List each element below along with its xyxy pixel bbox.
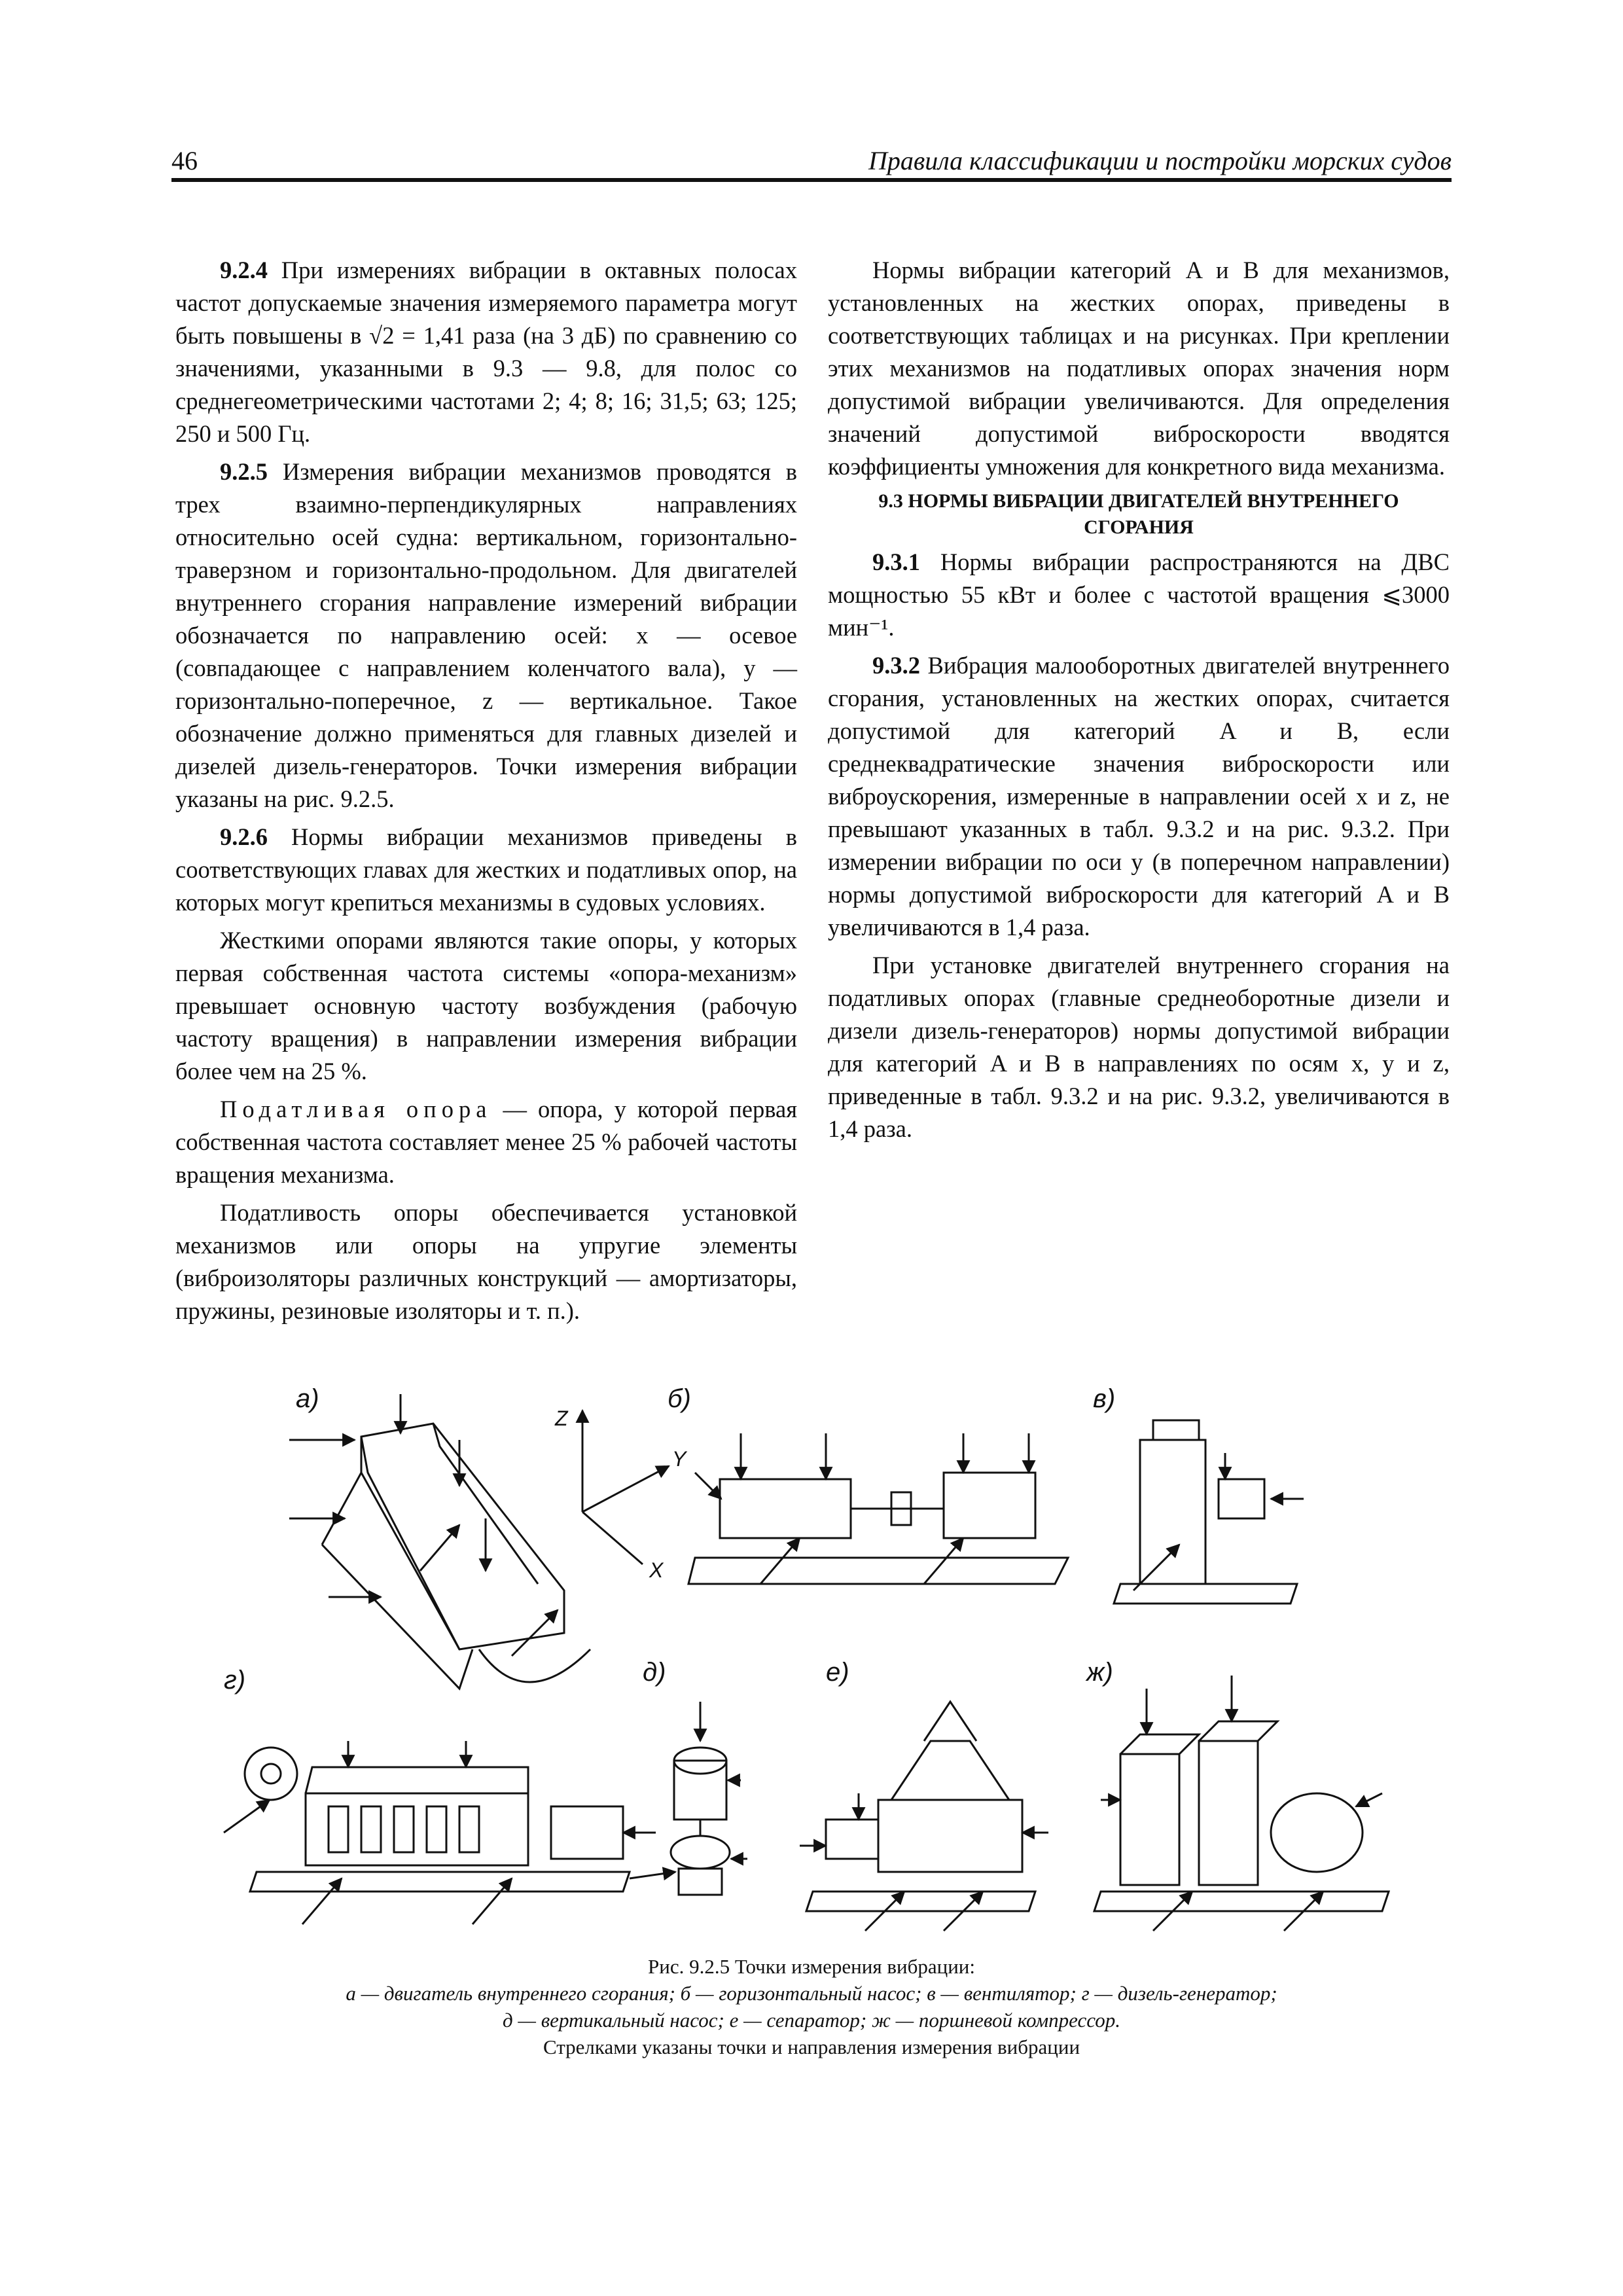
paragraph-9-2-6: 9.2.6 Нормы вибрации механизмов приведены в соответствующих главах для жестких и податливых опор, на которых могут крепиться механизмы в судовых условиях.	[175, 823, 797, 916]
page-number: 46	[171, 146, 198, 175]
paragraph-9-2-4: 9.2.4 При измерениях вибрации в октавных полосах частот допускаемые значения измеряемого параметра могут быть повышены в √2 = 1,41 раза (на 3 дБ) по сравнению со значениями, указанными в 9.3 — 9.8, для полос со среднегеометрическими частотами 2; 4; 8; 16; 31,5; 63; 125; 250 и 500 Гц.	[175, 257, 797, 447]
paragraph-9-3-1: 9.3.1 Нормы вибрации распространяются на ДВС мощностью 55 кВт и более с частотой вращения ⩽3000 мин⁻¹.	[828, 548, 1450, 641]
label-g: г)	[224, 1666, 246, 1695]
label-v: в)	[1093, 1384, 1116, 1413]
label-b: б)	[668, 1384, 691, 1413]
paragraph-9-3-2: 9.3.2 Вибрация малооборотных двигателей внутреннего сгорания, установленных на жестких опорах, считается допустимой для категорий A и B, если среднеквадратические значения виброскорости или виброускорения, измеренные в направлении осей x и z, не превышают указанных в табл. 9.3.2 и на рис. 9.3.2. При измерении вибрации по оси y (в поперечном направлении) нормы допустимой виброскорости для категорий A и B увеличиваются в 1,4 раза.	[828, 652, 1450, 941]
right-column	[828, 254, 1450, 1151]
running-title: Правила классификации и постройки морских судов	[868, 146, 1452, 175]
horizontal-pump-icon	[688, 1433, 1068, 1584]
axes-icon	[554, 1407, 688, 1582]
label-d: д)	[643, 1658, 666, 1687]
header-rule	[171, 178, 1452, 182]
paragraph-compliant-support: Податливая опора — опора, у которой первая собственная частота составляет менее 25 % рабочей частоты вращения механизма.	[175, 1096, 797, 1188]
caption-line-2: д — вертикальный насос; е — сепаратор; ж — поршневой компрессор.	[502, 2009, 1121, 2032]
diesel-generator-icon	[224, 1741, 656, 1924]
figure-measurement-points	[171, 1374, 1452, 1937]
caption-line-1: а — двигатель внутреннего сгорания; б — горизонтальный насос; в — вентилятор; г — дизель-генератор;	[346, 1982, 1277, 2005]
figure-caption	[171, 1953, 1452, 2060]
paragraph-norms-intro: Нормы вибрации категорий A и B для механизмов, установленных на жестких опорах, приведены в соответствующих таблицах и на рисунках. При креплении этих механизмов на податливых опорах значения норм допустимой вибрации увеличиваются. Для определения значений допустимой виброскорости вводятся коэффициенты умножения для конкретного вида механизма.	[828, 257, 1450, 480]
axis-x-label: X	[649, 1558, 664, 1582]
fan-icon	[1114, 1420, 1304, 1604]
piston-compressor-icon	[1094, 1676, 1389, 1931]
vertical-pump-icon	[630, 1702, 747, 1895]
section-title: 9.3 НОРМЫ ВИБРАЦИИ ДВИГАТЕЛЕЙ ВНУТРЕННЕГО СГОРАНИЯ	[878, 490, 1399, 538]
label-zh: ж)	[1086, 1658, 1113, 1687]
caption-line-3: Стрелками указаны точки и направления измерения вибрации	[543, 2036, 1080, 2058]
paragraph-rigid-supports: Жесткими опорами являются такие опоры, у которых первая собственная частота системы «опора-механизм» превышает основную частоту возбуждения (рабочую частоту вращения) в направлении измерения вибрации более чем на 25 %.	[175, 927, 797, 1085]
paragraph-compliant-engines: При установке двигателей внутреннего сгорания на податливых опорах (главные среднеоборотные дизели и дизели дизель-генераторов) нормы допустимой вибрации для категорий A и B в направлениях по осям x, y и z, приведенные в табл. 9.3.2 и на рис. 9.3.2, увеличиваются в 1,4 раза.	[828, 952, 1450, 1142]
engine-drawing-icon	[289, 1394, 590, 1689]
label-a: а)	[296, 1384, 319, 1413]
caption-title: Рис. 9.2.5 Точки измерения вибрации:	[648, 1955, 975, 1978]
paragraph-9-2-5: 9.2.5 Измерения вибрации механизмов проводятся в трех взаимно-перпендикулярных направлениях относительно осей судна: вертикальном, горизонтально-траверзном и горизонтально-продольном. Для двигателей внутреннего сгорания направление измерений вибрации обозначается по направлению осей: x — осевое (совпадающее с направлением коленчатого вала), y — горизонтально-поперечное, z — вертикальное. Такое обозначение должно применяться для главных дизелей и дизелей дизель-генераторов. Точки измерения вибрации указаны на рис. 9.2.5.	[175, 458, 797, 812]
axis-y-label: Y	[672, 1447, 687, 1471]
separator-icon	[800, 1702, 1048, 1931]
label-e: е)	[826, 1658, 849, 1687]
left-column	[175, 254, 797, 1333]
axis-z-label: Z	[555, 1407, 568, 1430]
paragraph-compliance: Податливость опоры обеспечивается установкой механизмов или опоры на упругие элементы (виброизоляторы различных конструкций — амортизаторы, пружины, резиновые изоляторы и т. п.).	[175, 1199, 797, 1324]
